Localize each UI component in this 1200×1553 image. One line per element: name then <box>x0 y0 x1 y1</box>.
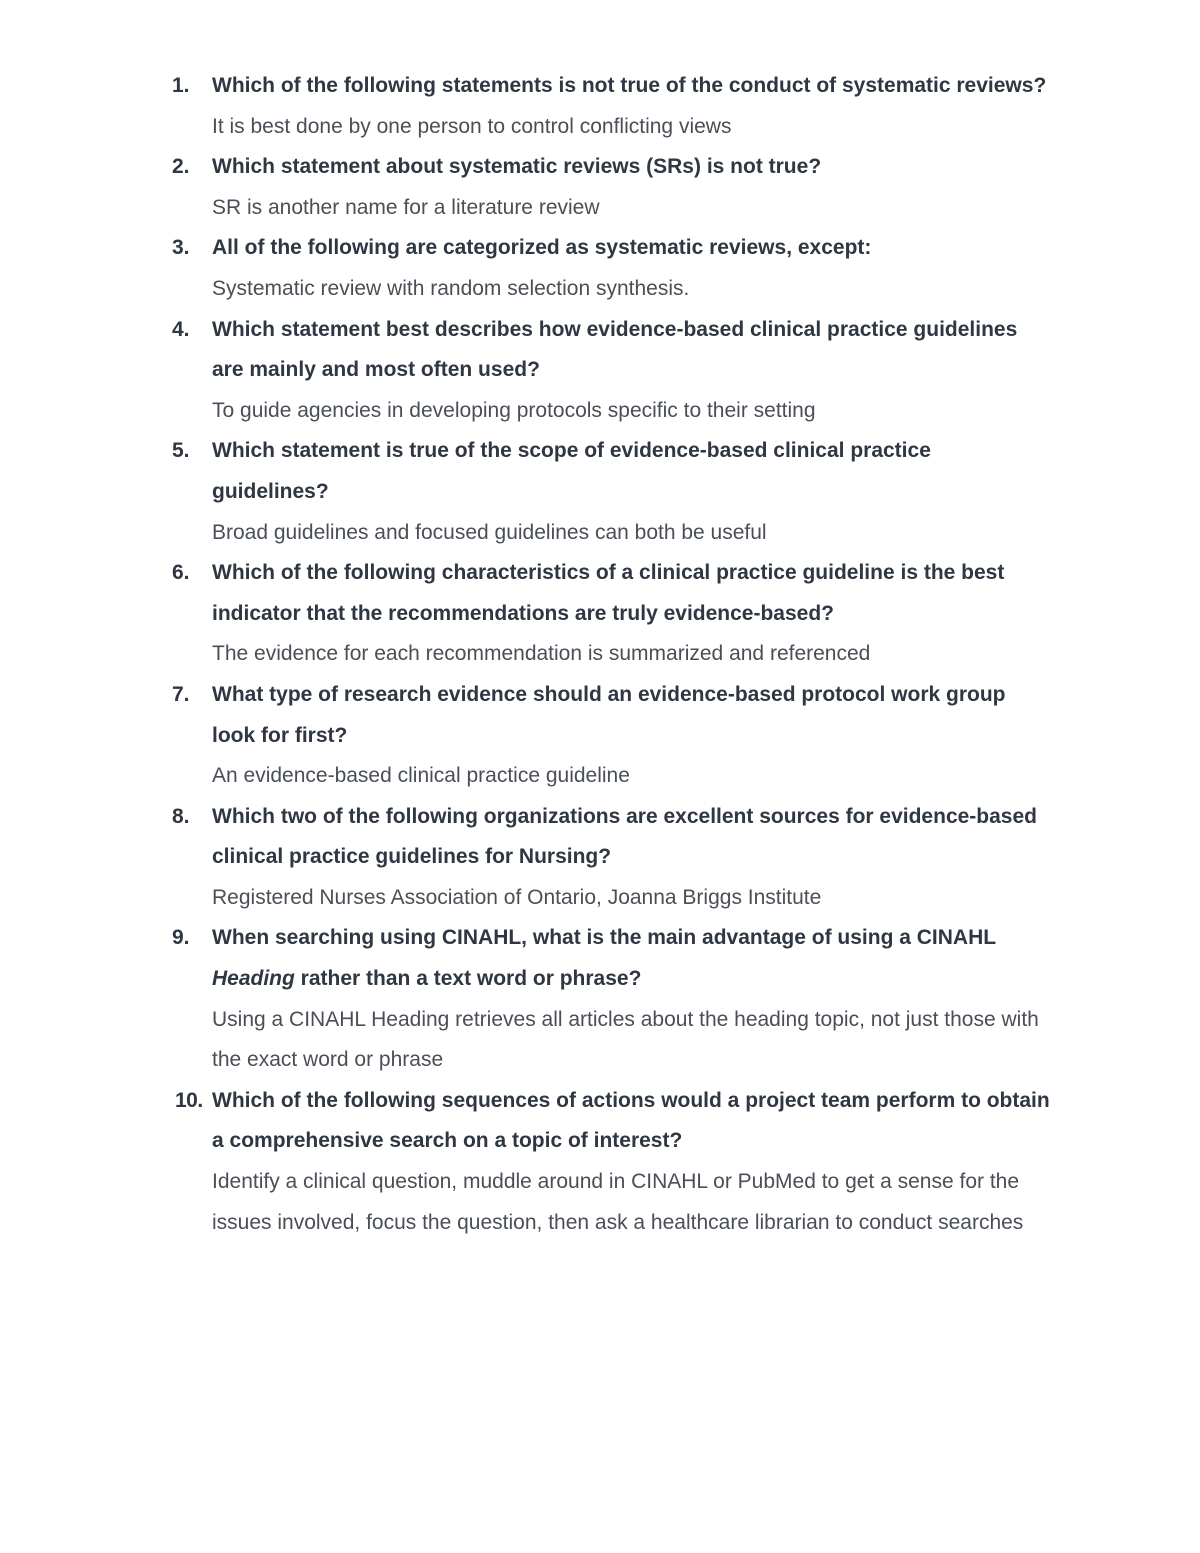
question-text: Which of the following characteristics of a clinical practice guideline is the best indicator that the recommendations are truly evidence-based? <box>212 561 1005 625</box>
answer-text: Systematic review with random selection synthesis. <box>212 276 690 300</box>
answer-text: SR is another name for a literature review <box>212 195 600 219</box>
question-number: 8. <box>172 804 190 828</box>
question-number: 9. <box>172 926 190 950</box>
question-item-8 <box>172 797 1052 919</box>
answer-text: The evidence for each recommendation is summarized and referenced <box>212 642 871 666</box>
answer-text: Broad guidelines and focused guidelines can both be useful <box>212 520 767 544</box>
question-text: Which statement is true of the scope of evidence-based clinical practice guidelines? <box>212 439 931 503</box>
answer-text: Identify a clinical question, muddle around in CINAHL or PubMed to get a sense for the issues involved, focus the question, then ask a healthcare librarian to conduct searches <box>212 1170 1024 1234</box>
question-number: 1. <box>172 74 190 97</box>
question-list <box>172 66 1052 1243</box>
question-text-end: rather than a text word or phrase? <box>294 967 642 991</box>
question-text: Which statement best describes how evidence-based clinical practice guidelines are mainly and most often used? <box>212 317 1018 382</box>
question-item-3 <box>172 228 1052 309</box>
question-text <box>212 918 1052 999</box>
question-number: 6. <box>172 561 190 585</box>
question-text-emphasis: Heading <box>212 967 295 991</box>
question-number: 10. <box>175 1088 203 1112</box>
question-item-5 <box>172 431 1052 553</box>
question-text: Which of the following sequences of actions would a project team perform to obtain a comprehensive search on a topic of interest? <box>212 1088 1050 1153</box>
question-item-9 <box>172 918 1052 1080</box>
question-number: 4. <box>172 317 190 341</box>
question-item-4 <box>172 310 1052 432</box>
question-item-6 <box>172 553 1052 675</box>
answer-text: It is best done by one person to control conflicting views <box>212 114 732 138</box>
question-number: 2. <box>172 155 190 179</box>
question-text: Which two of the following organizations are excellent sources for evidence-based clinical practice guidelines for Nursing? <box>212 804 1037 869</box>
question-item-2 <box>172 147 1052 228</box>
question-number: 7. <box>172 682 190 706</box>
question-number: 3. <box>172 236 190 260</box>
question-item-1 <box>172 66 1052 147</box>
question-text: All of the following are categorized as systematic reviews, except: <box>212 236 872 260</box>
question-text-start: When searching using CINAHL, what is the main advantage of using a CINAHL <box>212 926 996 950</box>
question-item-7 <box>172 675 1052 797</box>
question-item-10 <box>172 1081 1052 1243</box>
answer-text: Registered Nurses Association of Ontario, Joanna Briggs Institute <box>212 885 822 909</box>
answer-text: An evidence-based clinical practice guideline <box>212 764 630 788</box>
question-text: Which statement about systematic reviews (SRs) is not true? <box>212 155 822 179</box>
question-number: 5. <box>172 439 190 463</box>
question-text: What type of research evidence should an evidence-based protocol work group look for first? <box>212 682 1006 747</box>
answer-text: To guide agencies in developing protocols specific to their setting <box>212 398 816 422</box>
answer-text: Using a CINAHL Heading retrieves all articles about the heading topic, not just those with the exact word or phrase <box>212 1007 1039 1072</box>
question-text: Which of the following statements is not true of the conduct of systematic reviews? <box>212 74 1047 97</box>
